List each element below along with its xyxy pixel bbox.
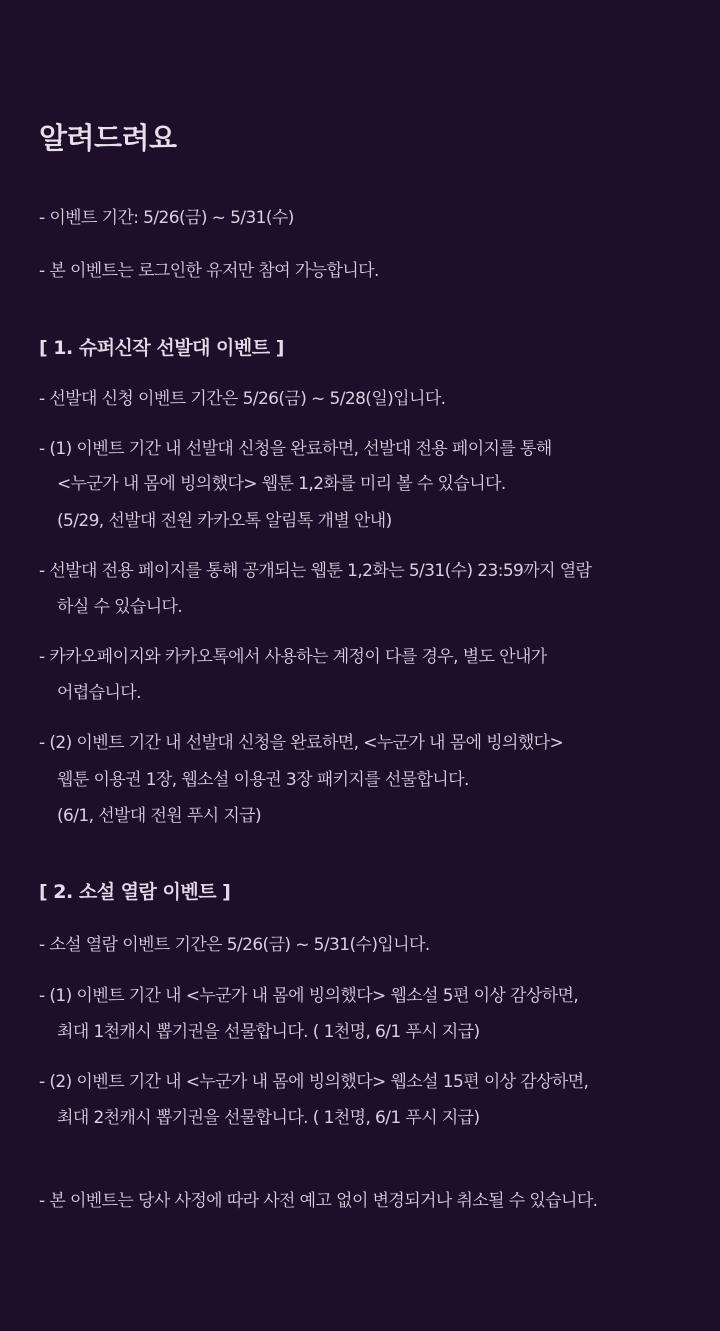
notice-login-only: - 본 이벤트는 로그인한 유저만 참여 가능합니다.: [39, 261, 379, 281]
section2-line: - (2) 이벤트 기간 내 <누군가 내 몸에 빙의했다> 웹소설 15편 이상 감상하면,: [39, 1072, 589, 1092]
section1-line: (5/29, 선발대 전원 카카오톡 알림톡 개별 안내): [57, 511, 392, 531]
section1-line: - (1) 이벤트 기간 내 선발대 신청을 완료하면, 선발대 전용 페이지를 통해: [39, 439, 552, 459]
section2-line: 최대 2천캐시 뽑기권을 선물합니다. ( 1천명, 6/1 푸시 지급): [57, 1108, 480, 1128]
section1-line: 하실 수 있습니다.: [57, 597, 183, 617]
section2-heading: [ 2. 소설 열람 이벤트 ]: [39, 881, 231, 903]
section1-line: (6/1, 선발대 전원 푸시 지급): [57, 806, 262, 826]
notice-period: - 이벤트 기간: 5/26(금) ~ 5/31(수): [39, 208, 294, 228]
section2-line: 최대 1천캐시 뽑기권을 선물합니다. ( 1천명, 6/1 푸시 지급): [57, 1022, 480, 1042]
section1-line: 웹툰 이용권 1장, 웹소설 이용권 3장 패키지를 선물합니다.: [57, 770, 469, 790]
section1-line: - 카카오페이지와 카카오톡에서 사용하는 계정이 다를 경우, 별도 안내가: [39, 647, 547, 667]
section1-line: - 선발대 신청 이벤트 기간은 5/26(금) ~ 5/28(일)입니다.: [39, 389, 446, 409]
footer-disclaimer: - 본 이벤트는 당사 사정에 따라 사전 예고 없이 변경되거나 취소될 수 있습니다.: [39, 1191, 598, 1211]
section1-line: <누군가 내 몸에 빙의했다> 웹툰 1,2화를 미리 볼 수 있습니다.: [57, 474, 506, 494]
section1-line: - 선발대 전용 페이지를 통해 공개되는 웹툰 1,2화는 5/31(수) 23:59까지 열람: [39, 561, 592, 581]
section1-line: 어렵습니다.: [57, 683, 141, 703]
section2-line: - 소설 열람 이벤트 기간은 5/26(금) ~ 5/31(수)입니다.: [39, 935, 430, 955]
section1-line: - (2) 이벤트 기간 내 선발대 신청을 완료하면, <누군가 내 몸에 빙의했다>: [39, 733, 564, 753]
section2-line: - (1) 이벤트 기간 내 <누군가 내 몸에 빙의했다> 웹소설 5편 이상 감상하면,: [39, 986, 579, 1006]
page-title: 알려드려요: [39, 121, 177, 155]
section1-heading: [ 1. 슈퍼신작 선발대 이벤트 ]: [39, 337, 284, 359]
